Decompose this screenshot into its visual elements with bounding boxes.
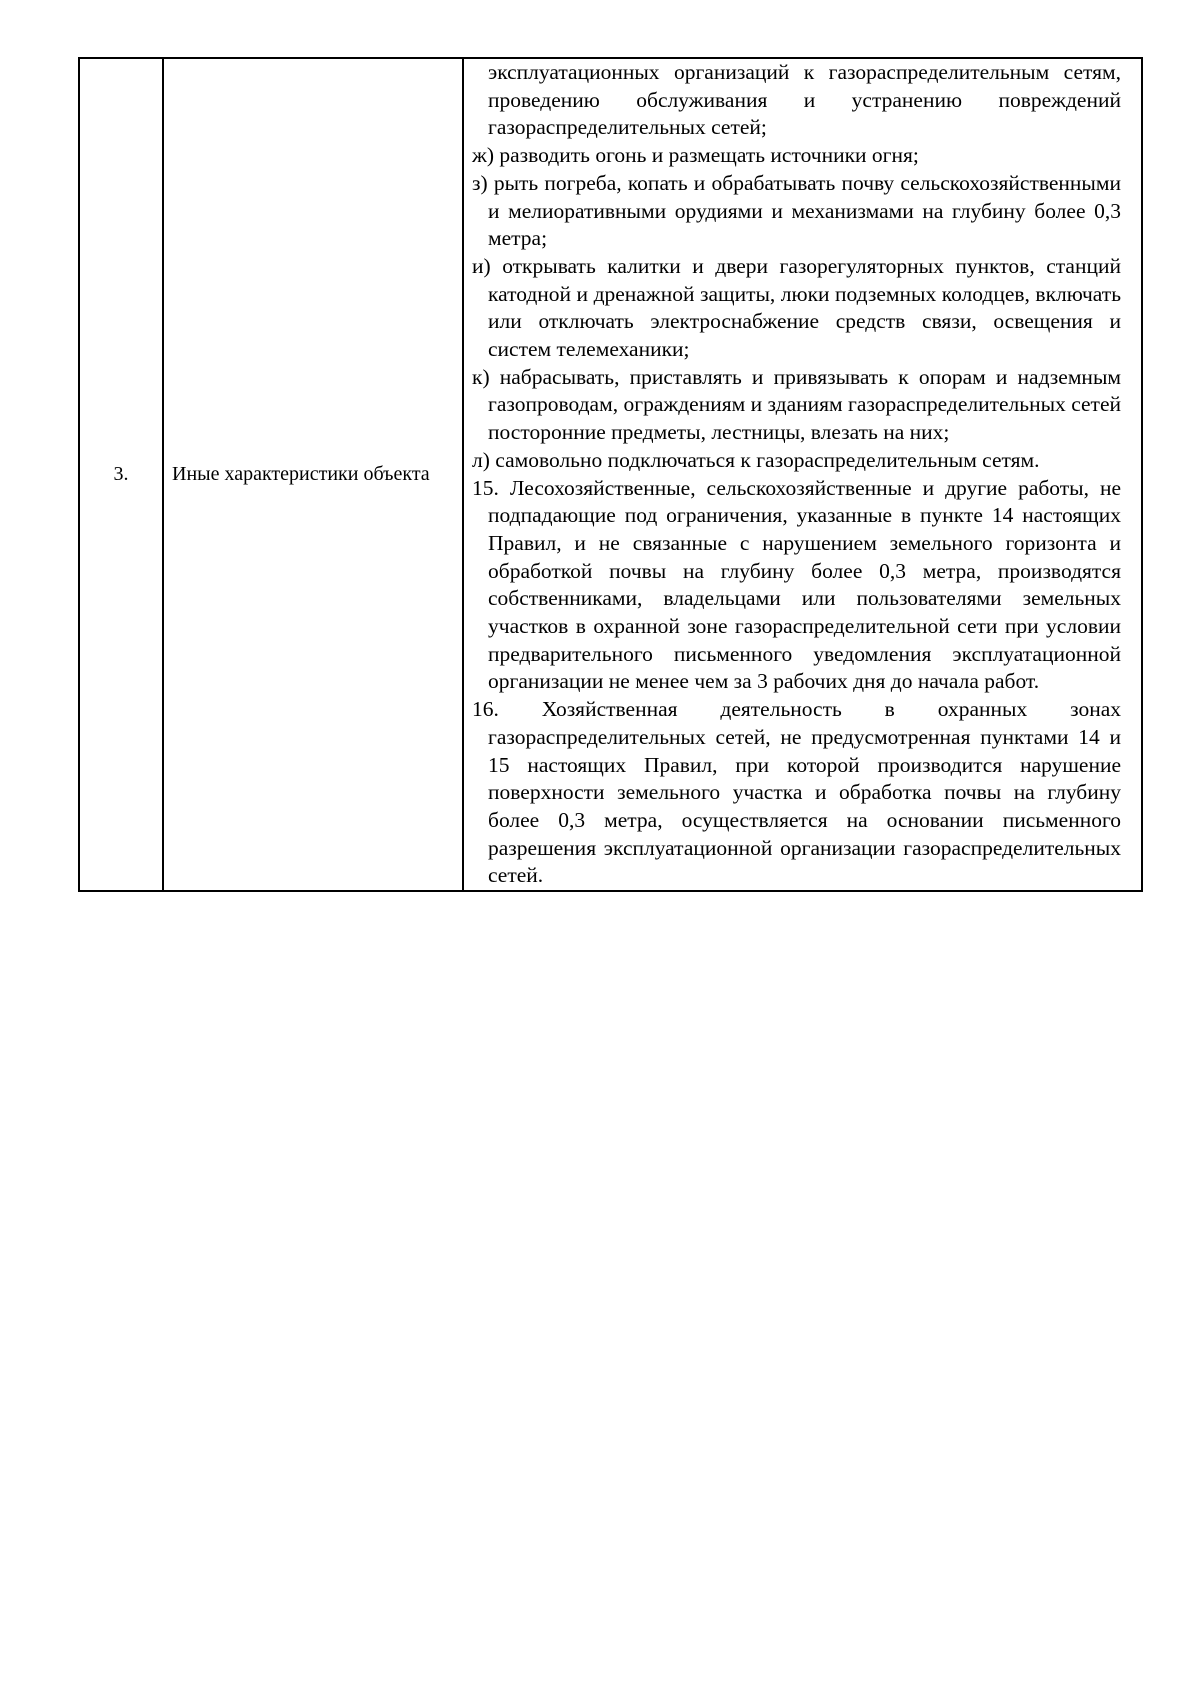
document-table xyxy=(78,57,1143,892)
paragraph: к) набрасывать, приставлять и привязывать к опорам и надземным газопроводам, ограждениям и зданиям газораспределительных сетей посторонние предметы, лестницы, влезать на них; xyxy=(472,364,1121,445)
paragraph: ж) разводить огонь и размещать источники огня; xyxy=(472,143,919,168)
paragraph: л) самовольно подключаться к газораспределительным сетям. xyxy=(472,447,1040,472)
paragraph: 16. Хозяйственная деятельность в охранных зонах газораспределительных сетей, не предусмотренная пунктами 14 и 15 настоящих Правил, при которой производится нарушение поверхности земельного участка и обработка почвы на глубину более 0,3 метра, осуществляется на основании письменного разрешения эксплуатационной организации газораспределительных сетей. xyxy=(472,697,1121,888)
paragraph: эксплуатационных организаций к газораспределительным сетям, проведению обслуживания и устранению повреждений газораспределительных сетей; xyxy=(488,60,1121,140)
row-description xyxy=(463,58,1142,891)
row-name: Иные характеристики объекта xyxy=(163,58,463,891)
paragraph: 15. Лесохозяйственные, сельскохозяйственные и другие работы, не подпадающие под ограничения, указанные в пункте 14 настоящих Правил, и не связанные с нарушением земельного горизонта и обработкой почвы на глубину более 0,3 метра, производятся собственниками, владельцами или пользователями земельных участков в охранной зоне газораспределительной сети при условии предварительного письменного уведомления эксплуатационной организации не менее чем за 3 рабочих дня до начала работ. xyxy=(472,475,1121,694)
table-row xyxy=(79,58,1142,891)
row-number: 3. xyxy=(79,58,163,891)
paragraph: и) открывать калитки и двери газорегуляторных пунктов, станций катодной и дренажной защиты, люки подземных колодцев, включать или отключать электроснабжение средств связи, освещения и систем телемеханики; xyxy=(472,253,1121,362)
paragraph: з) рыть погреба, копать и обрабатывать почву сельскохозяйственными и мелиоративными орудиями и механизмами на глубину более 0,3 метра; xyxy=(472,170,1121,251)
